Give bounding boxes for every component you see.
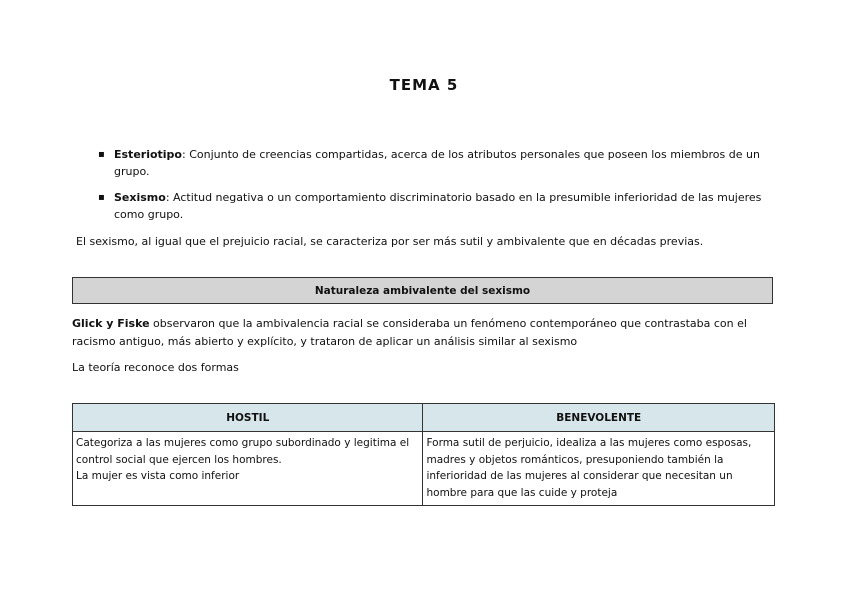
header-hostil: HOSTIL bbox=[73, 404, 423, 432]
page-title: TEMA 5 bbox=[389, 76, 459, 94]
hostil-line: Categoriza a las mujeres como grupo subordinado y legitima el control social que ejercen los hombres. bbox=[76, 437, 410, 466]
glick-fiske-paragraph bbox=[72, 315, 772, 351]
definition-term: Esteriotipo bbox=[114, 148, 182, 161]
paragraph-text: observaron que la ambivalencia racial se consideraba un fenómeno contemporáneo que contrastaba con el racismo antiguo, más abierto y explícito, y trataron de aplicar un análisis similar al sexismo bbox=[72, 317, 747, 348]
definitions-list bbox=[96, 146, 766, 232]
definition-text: Conjunto de creencias compartidas, acerca de los atributos personales que poseen los miembros de un grupo. bbox=[114, 148, 760, 178]
authors: Glick y Fiske bbox=[72, 317, 150, 330]
intro-paragraph: El sexismo, al igual que el prejuicio racial, se caracteriza por ser más sutil y ambivalente que en décadas previas. bbox=[76, 235, 704, 248]
hostil-line: La mujer es vista como inferior bbox=[76, 470, 240, 482]
definition-term: Sexismo bbox=[114, 191, 166, 204]
definition-separator: : bbox=[165, 191, 174, 204]
list-item bbox=[96, 189, 766, 223]
section-header bbox=[72, 277, 773, 304]
header-benevolente: BENEVOLENTE bbox=[423, 404, 775, 432]
section-header-label: Naturaleza ambivalente del sexismo bbox=[314, 284, 531, 297]
cell-benevolente: Forma sutil de perjuicio, idealiza a las mujeres como esposas, madres y objetos románticos, presuponiendo también la inferioridad de las mujeres al considerar que necesitan un hombre para que las cuide y proteja bbox=[423, 432, 775, 506]
cell-hostil bbox=[73, 432, 423, 506]
definition-text: Actitud negativa o un comportamiento discriminatorio basado en la presumible inferioridad de las mujeres como grupo. bbox=[114, 191, 762, 221]
forms-intro: La teoría reconoce dos formas bbox=[72, 361, 239, 374]
table-header-row bbox=[73, 404, 775, 432]
definition-separator: : bbox=[182, 148, 190, 161]
forms-table bbox=[72, 403, 775, 506]
list-item bbox=[96, 146, 766, 180]
table-row bbox=[73, 432, 775, 506]
